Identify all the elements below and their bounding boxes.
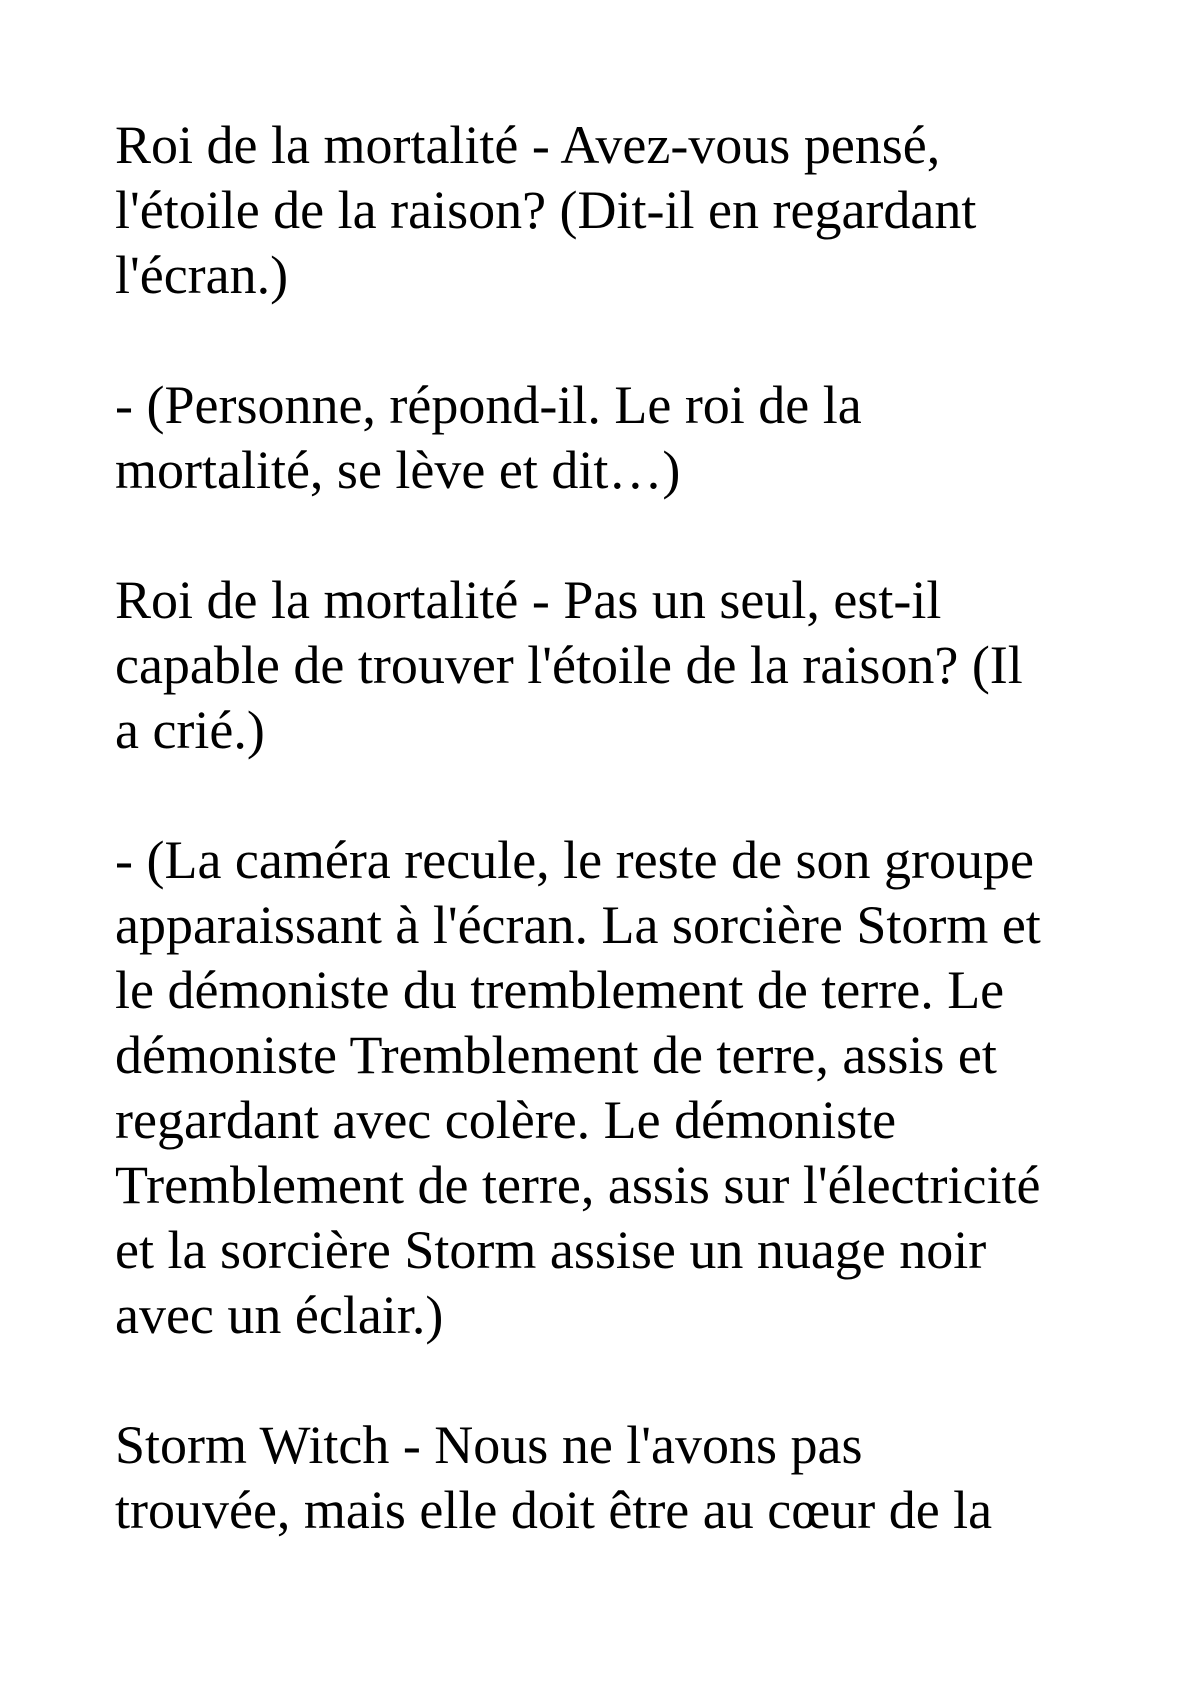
text-line: - (La caméra recule, le reste de son groupe [115, 830, 1035, 890]
paragraph-1 [115, 113, 1115, 308]
paragraph-spacer [115, 1348, 1115, 1413]
text-line: l'étoile de la raison? (Dit-il en regardant [115, 180, 977, 240]
paragraph-spacer [115, 763, 1115, 828]
paragraph-spacer [115, 503, 1115, 568]
text-line: Tremblement de terre, assis sur l'électricité [115, 1155, 1041, 1215]
paragraph-2 [115, 373, 1115, 503]
text-line: regardant avec colère. Le démoniste [115, 1090, 897, 1150]
text-line: - (Personne, répond-il. Le roi de la [115, 375, 862, 435]
text-line: Storm Witch - Nous ne l'avons pas [115, 1415, 863, 1475]
document-page [115, 113, 1115, 1543]
paragraph-4 [115, 828, 1115, 1348]
text-line: démoniste Tremblement de terre, assis et [115, 1025, 997, 1085]
text-line: le démoniste du tremblement de terre. Le [115, 960, 1005, 1020]
text-line: apparaissant à l'écran. La sorcière Storm et [115, 895, 1041, 955]
text-line: et la sorcière Storm assise un nuage noir [115, 1220, 987, 1280]
paragraph-3 [115, 568, 1115, 763]
text-line: Roi de la mortalité - Pas un seul, est-il [115, 570, 942, 630]
text-line: avec un éclair.) [115, 1285, 444, 1345]
text-line: capable de trouver l'étoile de la raison? (Il [115, 635, 1023, 695]
text-line: l'écran.) [115, 245, 289, 305]
text-line: trouvée, mais elle doit être au cœur de la [115, 1480, 993, 1540]
paragraph-spacer [115, 308, 1115, 373]
text-line: mortalité, se lève et dit…) [115, 440, 681, 500]
text-line: Roi de la mortalité - Avez-vous pensé, [115, 115, 941, 175]
text-line: a crié.) [115, 700, 265, 760]
paragraph-5 [115, 1413, 1115, 1543]
